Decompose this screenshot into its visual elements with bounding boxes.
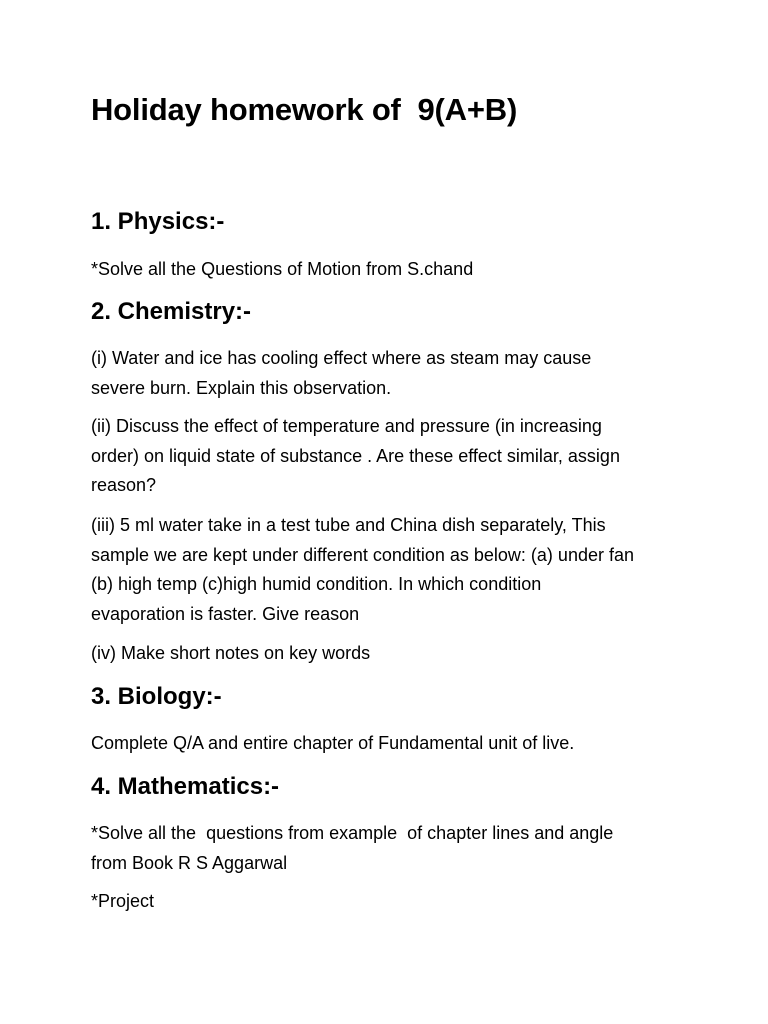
- chemistry-item-4: (iv) Make short notes on key words: [91, 643, 371, 663]
- biology-item-1: Complete Q/A and entire chapter of Fundamental unit of live.: [91, 733, 575, 753]
- chemistry-item-3: (iii) 5 ml water take in a test tube and China dish separately, This sample we are kept under different condition as below: (a) under fan (b) high temp (c)high humid condition. In which condition evaporation is faster. Give reason: [91, 515, 634, 624]
- mathematics-item-1: *Solve all the questions from example of chapter lines and angle from Book R S Aggarwal: [91, 823, 614, 873]
- section-heading-physics: 1. Physics:-: [91, 208, 225, 235]
- section-heading-chemistry: 2. Chemistry:-: [91, 298, 252, 325]
- section-heading-biology: 3. Biology:-: [91, 683, 222, 710]
- chemistry-item-2: (ii) Discuss the effect of temperature and pressure (in increasing order) on liquid state of substance . Are these effect similar, assign reason?: [91, 416, 620, 495]
- section-heading-mathematics: 4. Mathematics:-: [91, 773, 280, 800]
- chemistry-item-1: (i) Water and ice has cooling effect where as steam may cause severe burn. Explain this observation.: [91, 348, 592, 398]
- page-title: Holiday homework of 9(A+B): [91, 92, 518, 127]
- mathematics-item-2: *Project: [91, 891, 155, 911]
- physics-item-1: *Solve all the Questions of Motion from S.chand: [91, 259, 474, 279]
